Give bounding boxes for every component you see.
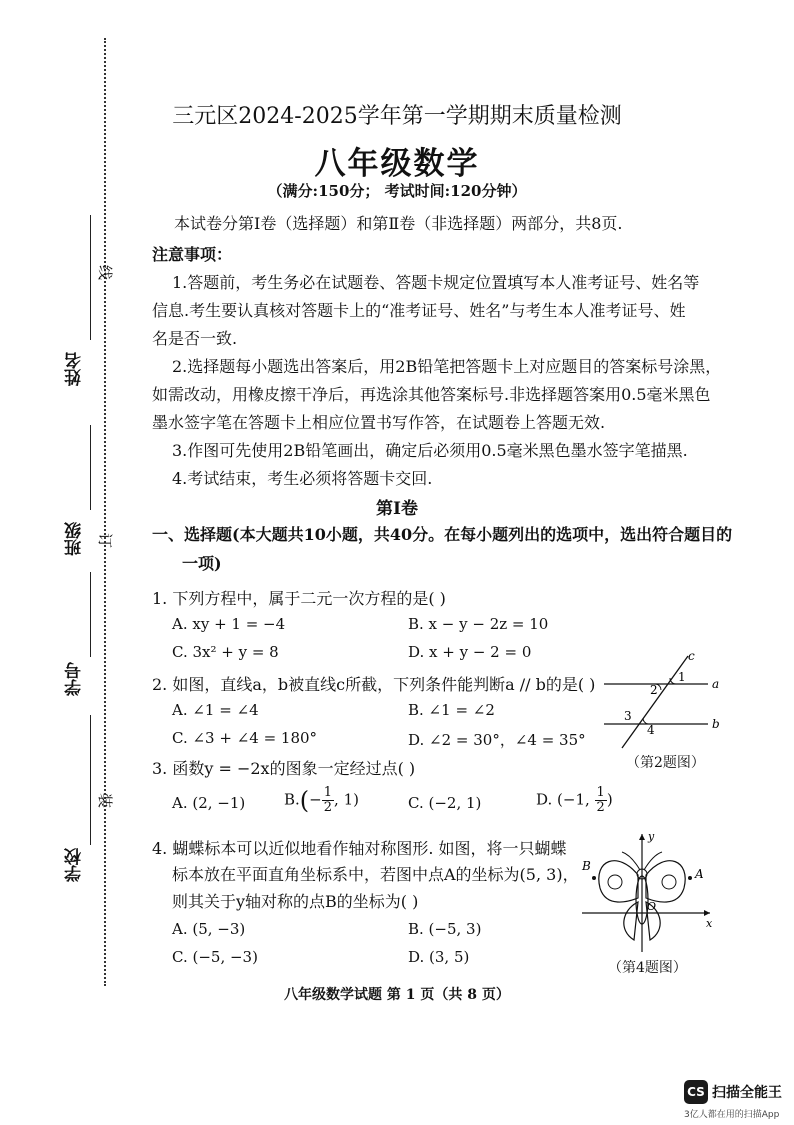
note-line-7: 3.作图可先使用2B铅笔画出，确定后必须用0.5毫米黑色墨水签字笔描黑. <box>172 441 688 460</box>
binding-char-ding: 订 <box>96 532 115 549</box>
q3-b-denominator: 2 <box>323 800 333 815</box>
angle-3: 3 <box>624 709 632 723</box>
angle-1: 1 <box>678 670 686 684</box>
q2-caption: （第2题图） <box>626 755 705 771</box>
note-line-2: 信息.考生要认真核对答题卡上的“准考证号、姓名”与考生本人准考证号、姓 <box>152 301 686 320</box>
name-label: 姓名 <box>65 352 85 386</box>
label-a: a <box>712 677 720 691</box>
q1-stem: 1. 下列方程中，属于二元一次方程的是( ) <box>152 589 446 608</box>
q3-stem: 3. 函数y = −2x的图象一定经过点( ) <box>152 759 416 778</box>
q3-d-denominator: 2 <box>596 800 605 815</box>
school-label: 学校 <box>65 848 85 882</box>
q1-option-a[interactable]: A. xy + 1 = −4 <box>172 615 286 633</box>
right-wing-spot <box>662 875 676 889</box>
q4-option-d[interactable]: D. (3, 5) <box>408 948 470 966</box>
note-line-3: 名是否一致. <box>152 329 238 348</box>
label-b: B <box>582 859 591 873</box>
q3-d-numerator: 1 <box>596 785 605 800</box>
label-x: x <box>706 917 713 930</box>
q4-stem-line3: 则其关于y轴对称的点B的坐标为( ) <box>172 892 419 911</box>
q3-option-c[interactable]: C. (−2, 1) <box>408 794 482 812</box>
q2-option-b[interactable]: B. ∠1 = ∠2 <box>408 701 495 719</box>
left-wing-spot <box>608 875 622 889</box>
q2-option-c[interactable]: C. ∠3 + ∠4 = 180° <box>172 729 318 747</box>
q3-b-prefix: B. <box>284 790 300 809</box>
q3-d-prefix: D. (−1, <box>536 790 595 809</box>
q4-option-a[interactable]: A. (5, −3) <box>172 920 246 938</box>
q1-option-d[interactable]: D. x + y − 2 = 0 <box>408 643 532 661</box>
q4-caption: （第4题图） <box>608 960 687 976</box>
q3-option-d[interactable] <box>536 786 613 815</box>
subject-title: 八年级数学 <box>314 146 480 182</box>
q3-b-numerator: 1 <box>323 785 333 800</box>
section-heading-line1: 一、选择题(本大题共10小题，共40分。在每小题列出的选项中，选出符合题目的 <box>152 525 733 544</box>
q3-b-rest: , 1) <box>334 790 359 809</box>
class-label: 班级 <box>65 522 85 556</box>
binding-char-zhuang: 装 <box>96 792 115 809</box>
intro-text: 本试卷分第Ⅰ卷（选择题）和第Ⅱ卷（非选择题）两部分，共8页. <box>174 214 623 233</box>
school-write-line[interactable] <box>90 715 91 845</box>
label-o: O <box>647 900 657 913</box>
q4-butterfly-figure <box>578 830 718 955</box>
label-y: y <box>648 830 655 843</box>
q2-stem: 2. 如图，直线a，b被直线c所截，下列条件能判断a // b的是( ) <box>152 675 596 694</box>
q1-option-b[interactable]: B. x − y − 2z = 10 <box>408 615 549 633</box>
note-line-6: 墨水签字笔在答题卡上相应位置书写作答，在试题卷上答题无效. <box>152 413 606 432</box>
id-write-line[interactable] <box>90 572 91 657</box>
exam-meta: （满分:150分； 考试时间:120分钟） <box>267 182 527 200</box>
part1-heading: 第Ⅰ卷 <box>376 499 418 519</box>
q1-option-c[interactable]: C. 3x² + y = 8 <box>172 643 279 661</box>
q2-option-d[interactable]: D. ∠2 = 30°，∠4 = 35° <box>408 731 586 749</box>
exam-title: 三元区2024-2025学年第一学期期末质量检测 <box>172 104 622 129</box>
q4-stem-line2: 标本放在平面直角坐标系中，若图中点A的坐标为(5, 3)， <box>172 865 579 884</box>
label-a: A <box>695 867 704 881</box>
q3-d-rest: ) <box>606 790 613 809</box>
left-upper-wing <box>599 861 638 902</box>
q4-option-b[interactable]: B. (−5, 3) <box>408 920 482 938</box>
label-b: b <box>712 717 720 731</box>
name-write-line[interactable] <box>90 215 91 340</box>
note-line-8: 4.考试结束，考生必须将答题卡交回. <box>172 469 433 488</box>
q2-option-a[interactable]: A. ∠1 = ∠4 <box>172 701 259 719</box>
binding-char-xian: 线 <box>96 264 115 281</box>
y-arrow <box>639 834 645 840</box>
scanner-logo-icon: CS <box>684 1080 708 1104</box>
q3-option-b[interactable]: B.(− $\frac{1}{2}$ , 1) <box>284 785 359 815</box>
point-b <box>592 876 596 880</box>
angle-4: 4 <box>647 723 655 737</box>
q2-figure <box>596 648 726 750</box>
scanner-name: 扫描全能王 <box>712 1085 782 1101</box>
right-upper-wing <box>646 861 685 902</box>
page-footer: 八年级数学试题 第 1 页（共 8 页） <box>284 987 510 1003</box>
notes-heading: 注意事项： <box>152 245 233 264</box>
q3-d-fraction <box>595 786 607 815</box>
note-line-4: 2.选择题每小题选出答案后，用2B铅笔把答题卡上对应题目的答案标号涂黑， <box>172 357 722 376</box>
q4-stem-line1: 4. 蝴蝶标本可以近似地看作轴对称图形. 如图，将一只蝴蝶 <box>152 839 567 858</box>
scanner-slogan: 3亿人都在用的扫描App <box>684 1110 780 1120</box>
q4-option-c[interactable]: C. (−5, −3) <box>172 948 258 966</box>
note-line-1: 1.答题前，考生务必在试题卷、答题卡规定位置填写本人准考证号、姓名等 <box>172 273 700 292</box>
point-a <box>688 876 692 880</box>
q3-option-a[interactable]: A. (2, −1) <box>172 794 246 812</box>
note-line-5: 如需改动，用橡皮擦干净后，再选涂其他答案标号.非选择题答案用0.5毫米黑色 <box>152 385 711 404</box>
section-heading-line2: 一项) <box>182 554 222 573</box>
id-label: 学号 <box>65 662 85 696</box>
angle-2: 2 <box>650 683 658 697</box>
label-c: c <box>688 649 695 663</box>
q3-b-fraction <box>322 786 334 815</box>
x-arrow <box>704 910 710 916</box>
